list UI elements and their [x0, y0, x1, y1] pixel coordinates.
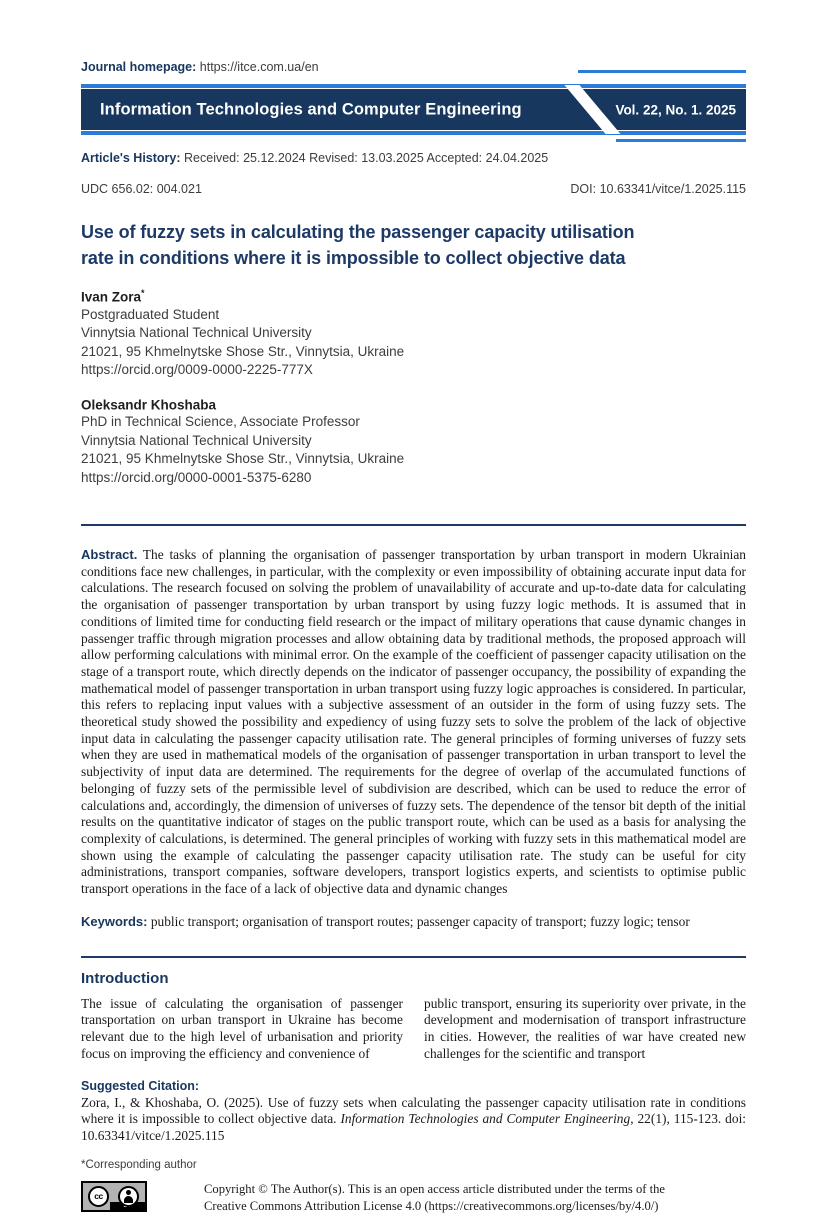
abstract-label: Abstract.	[81, 547, 138, 562]
author-1-orcid-link[interactable]: https://orcid.org/0009-0000-2225-777X	[81, 362, 313, 377]
attribution-person-icon	[118, 1186, 139, 1207]
copyright-line2: Creative Commons Attribution License 4.0 (https://creativecommons.org/licenses/by/4.0/)	[204, 1198, 659, 1213]
journal-homepage-label: Journal homepage:	[81, 60, 197, 74]
article-history-label: Article's History:	[81, 151, 181, 165]
article-title-line1: Use of fuzzy sets in calculating the passenger capacity utilisation	[81, 222, 635, 242]
abstract-paragraph	[81, 547, 746, 898]
author-name-1	[81, 288, 746, 305]
article-history-value: Received: 25.12.2024 Revised: 13.03.2025 Accepted: 24.04.2025	[184, 151, 549, 165]
author-2-affiliation: Vinnytsia National Technical University	[81, 432, 312, 448]
journal-title: Information Technologies and Computer Engineering	[100, 100, 522, 118]
copyright-notice	[204, 1181, 665, 1215]
citation-journal-italic: Information Technologies and Computer Engineering	[340, 1111, 631, 1127]
page	[0, 60, 827, 1215]
accent-line-top-right	[578, 70, 746, 73]
author-1-role: Postgraduated Student	[81, 306, 220, 322]
abstract-divider-rule	[81, 524, 746, 526]
banner-diagonal-divider	[564, 85, 620, 134]
article-history-row	[81, 151, 746, 165]
author-1-affiliation: Vinnytsia National Technical University	[81, 325, 312, 340]
keywords-label: Keywords:	[81, 913, 148, 929]
cc-by-license-badge[interactable]	[81, 1181, 147, 1212]
journal-homepage-link[interactable]: https://itce.com.ua/en	[199, 60, 319, 74]
author-2-orcid-link[interactable]: https://orcid.org/0000-0001-5375-6280	[81, 469, 312, 485]
corresponding-author-footnote: *Corresponding author	[81, 1158, 197, 1171]
doi-code: DOI: 10.63341/vitce/1.2025.115	[570, 182, 746, 196]
author-2-name-text: Oleksandr Khoshaba	[81, 397, 217, 412]
accent-line-above-banner	[81, 84, 746, 88]
corresponding-author-marker: *	[141, 288, 145, 298]
introduction-divider-rule	[81, 956, 746, 958]
author-name-2	[81, 396, 746, 413]
suggested-citation-text	[81, 1095, 746, 1145]
authors-block	[81, 288, 746, 486]
author-2-role: PhD in Technical Science, Associate Professor	[81, 414, 360, 429]
accent-line-bottom-right	[616, 139, 746, 142]
cc-icon: cc	[88, 1186, 109, 1207]
introduction-column-right: public transport, ensuring its superiority over private, in the development and modernisation of transport infrastructure in cities. However, the realities of war have created new challenges for the scientific and transport	[424, 995, 746, 1061]
udc-code: UDC 656.02: 004.021	[81, 182, 202, 196]
introduction-heading: Introduction	[81, 969, 169, 987]
article-title	[81, 219, 746, 271]
udc-doi-row	[81, 182, 746, 196]
copyright-line1: Copyright © The Author(s). This is an open access article distributed under the terms of the	[204, 1181, 665, 1196]
introduction-columns	[81, 996, 746, 1063]
suggested-citation-label: Suggested Citation:	[81, 1078, 200, 1093]
person-icon-head	[126, 1190, 131, 1195]
keywords-text: public transport; organisation of transport routes; passenger capacity of transport; fuzzy logic; tensor	[150, 913, 690, 929]
citation-part2: , 22(1), 115-123. doi: 10.63341/vitce/1.2025.115	[81, 1111, 747, 1143]
author-2-address: 21021, 95 Khmelnytske Shose Str., Vinnytsia, Ukraine	[81, 451, 405, 466]
keywords-line	[81, 914, 746, 930]
accent-line-below-banner	[81, 131, 746, 135]
abstract-text: The tasks of planning the organisation of passenger transportation by urban transport in modern Ukrainian conditions face new challenges, in particular, with the complexity or even impossibility of obtaining accurate input data for calculations. The research focused on solving the problem of unavailability of accurate and up-to-date data for calculating the organisation of passenger transportation by urban transport by using fuzzy logic methods. It is assumed that in conditions of limited time for conducting field research or the impact of military operations that cause dynamic changes in passenger traffic through migration processes and allow obtaining data by traditional methods, the proposed approach will allow performing calculations with minimal error. On the example of the coefficient of passenger capacity utilisation on the stage of a transport route, which directly depends on the indicator of passenger occupancy, the possibility of expanding the mathematical model of passenger transportation in urban transport using fuzzy logic approaches is considered. In particular, this refers to replacing input values with a subjective assessment of an outsider in the form of using fuzzy sets. The theoretical study showed the possibility and expediency of using fuzzy sets to solve the problem of the lack of objective input data in calculating the passenger capacity utilisation rate. The general principles of forming universes of fuzzy sets when they are used in mathematical models of the organisation of passenger transportation in urban transport to level the subjectivity of input data are determined. The requirements for the degree of overlap of the accumulated functions of belonging of fuzzy sets of the permissible level of subdivision are described, which can be used to reduce the error of calculations and, accordingly, the dimension of universes of fuzzy sets. The dependence of the tensor bit depth of the initial results on the quantitative indicator of stages on the public transport route, which can be used as a basis for analysing the complexity of calculations, is determined. The general principles of working with fuzzy sets in this mathematical model are shown using the example of calculating the passenger capacity utilisation rate. The study can be useful for city administrations, transport companies, software developers, transport logistics experts, and scientists to optimise public transport operations in the face of a lack of objective data and dynamic changes	[81, 547, 746, 897]
author-1-address: 21021, 95 Khmelnytske Shose Str., Vinnytsia, Ukraine	[81, 343, 405, 359]
license-row	[81, 1181, 746, 1215]
journal-banner	[81, 89, 746, 130]
introduction-column-left: The issue of calculating the organisation of passenger transportation on urban transport in Ukraine has become relevant due to the high level of urbanisation and priority focus on improving the efficiency and convenience of	[81, 995, 403, 1061]
volume-issue-label: Vol. 22, No. 1. 2025	[615, 102, 736, 117]
article-title-line2: rate in conditions where it is impossible to collect objective data	[81, 248, 626, 268]
person-icon-body	[124, 1196, 133, 1203]
citation-part1: Zora, I., & Khoshaba, O. (2025). Use of fuzzy sets when calculating the passenger capacity utilisation rate in conditions where it is impossible to collect objective data.	[81, 1094, 746, 1127]
author-1-name-text: Ivan Zora	[81, 289, 142, 305]
journal-homepage-row	[81, 60, 746, 78]
